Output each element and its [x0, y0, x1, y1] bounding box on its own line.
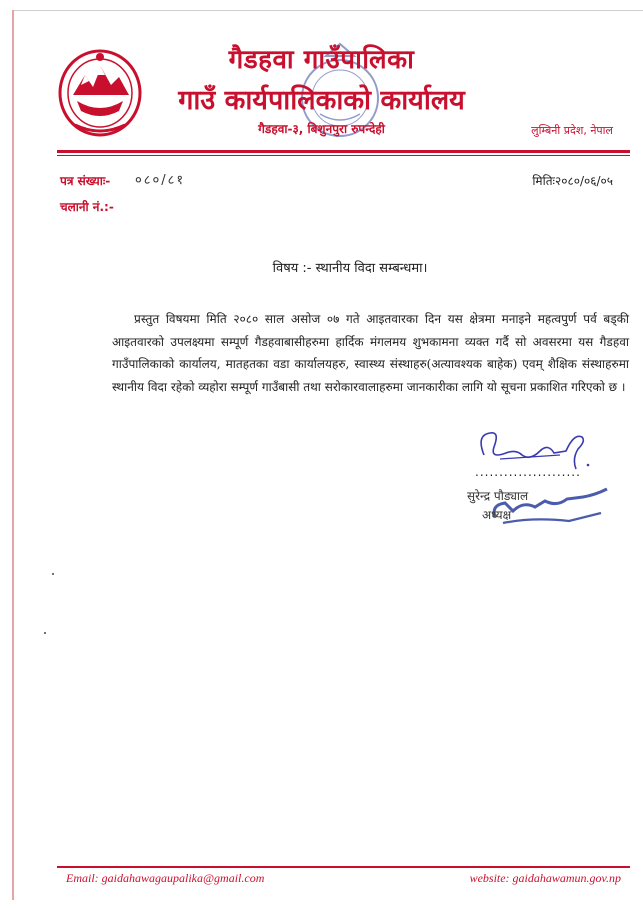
notice-body: प्रस्तुत विषयमा मिति २०८० साल असोज ०७ गते आइतवारका दिन यस क्षेत्रमा मनाइने महत्वपुर्ण पर्व बड्की आइतवारको उपलक्ष्यमा सम्पूर्ण गैडहवाबासीहरुमा हार्दिक मंगलमय शुभकामना व्यक्त गर्दै सो अवसरमा यस गैडहवा गाउँपालिकाको कार्यालय, मातहतका वडा कार्यालयहरु, स्वास्थ्य संस्थाहरु(अत्यावश्यक बाहेक) एवम् शैक्षिक संस्थाहरुमा स्थानीय विदा रहेको व्यहोरा सम्पूर्ण गाउँबासी तथा सरोकारवालाहरुमा जानकारीका लागि यो सूचना प्रकाशित गरिएको छ ।	[112, 312, 629, 394]
footer-website: website: gaidahawamun.gov.np	[469, 871, 621, 885]
signature-line: ......................	[475, 465, 581, 479]
letter-number-label: पत्र संख्याः-	[60, 174, 111, 188]
letter-date: मितिः२०८०/०६/०५	[532, 174, 613, 188]
header-divider	[57, 150, 630, 153]
municipality-name: गैडहवा गाउँपालिका	[228, 45, 415, 75]
left-margin-line	[12, 10, 14, 900]
footer-email: Email: gaidahawagaupalika@gmail.com	[66, 871, 265, 885]
header-divider-thin	[57, 155, 630, 156]
footer-divider	[57, 866, 630, 868]
office-name: गाउँ कार्यपालिकाको कार्यालय	[178, 85, 465, 116]
top-border	[14, 10, 643, 11]
scan-speck	[52, 573, 54, 575]
letter-number-value: ०८०/८१	[135, 173, 186, 188]
subject-line: विषय :- स्थानीय विदा सम्बन्धमा।	[272, 261, 428, 276]
province-label: लुम्बिनी प्रदेश, नेपाल	[531, 124, 613, 137]
scan-speck	[44, 632, 46, 634]
office-address: गैडहवा-३, बिशुनपुरा रुपन्देही	[258, 122, 385, 136]
dispatch-number-label: चलानी नं.:-	[60, 200, 114, 214]
signatory-title: अध्यक्ष	[482, 508, 512, 522]
signatory-name: सुरेन्द्र पौड्याल	[467, 489, 529, 503]
